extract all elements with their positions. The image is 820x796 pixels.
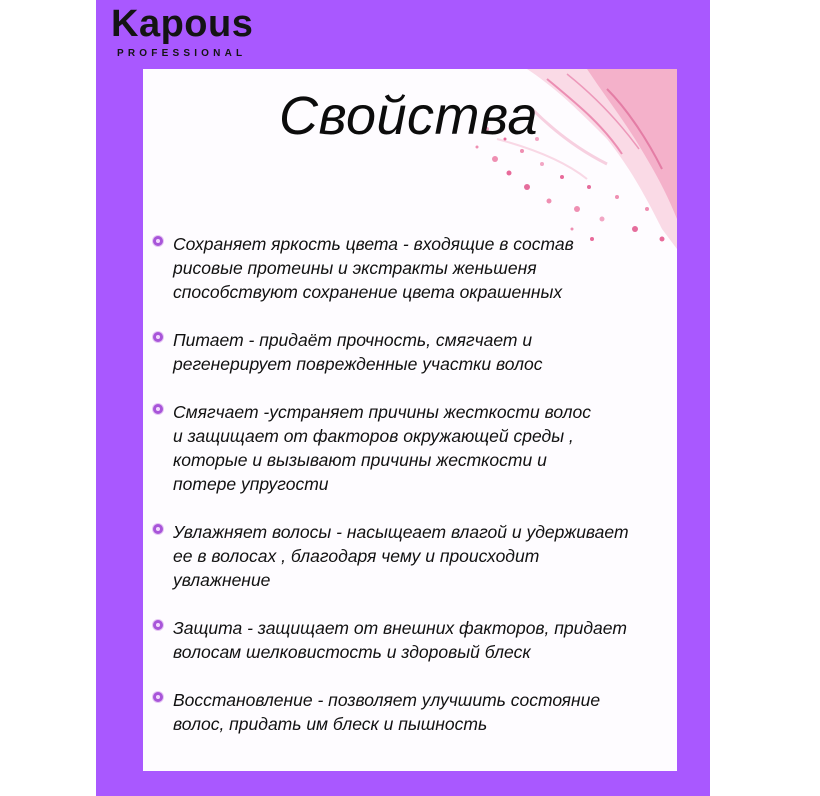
item-text: Защита - защищает от внешних факторов, придает волосам шелковистость и здоровый блеск (173, 618, 627, 662)
brand-subtitle: PROFESSIONAL (117, 48, 247, 59)
page-title: Свойства (279, 86, 539, 146)
item-text: Сохраняет яркость цвета - входящие в состав рисовые протеины и экстракты женьшеня способствуют сохранение цвета окрашенных (173, 234, 574, 302)
properties-list (153, 232, 677, 736)
bullet-icon (153, 236, 163, 246)
item-text: Восстановление - позволяет улучшить состояние волос, придать им блеск и пышность (173, 690, 601, 734)
list-item (153, 616, 677, 664)
list-item (153, 328, 677, 376)
bullet-icon (153, 404, 163, 414)
brand-logo (111, 2, 253, 59)
item-text: Увлажняет волосы - насыщеает влагой и удерживает ее в волосах , благодаря чему и происходит увлажнение (173, 522, 629, 590)
brand-name: Kapous (111, 3, 254, 45)
bullet-icon (153, 692, 163, 702)
item-text: Питает - придаёт прочность, смягчает и регенерирует поврежденные участки волос (173, 330, 543, 374)
item-text: Смягчает -устраняет причины жесткости волос и защищает от факторов окружающей среды , которые и вызывают причины жесткости и потере упругости (173, 402, 592, 494)
properties-card (143, 69, 677, 771)
list-item (153, 688, 677, 736)
bullet-icon (153, 332, 163, 342)
list-item (153, 400, 677, 496)
bullet-icon (153, 620, 163, 630)
list-item (153, 232, 677, 304)
list-item (153, 520, 677, 592)
bullet-icon (153, 524, 163, 534)
